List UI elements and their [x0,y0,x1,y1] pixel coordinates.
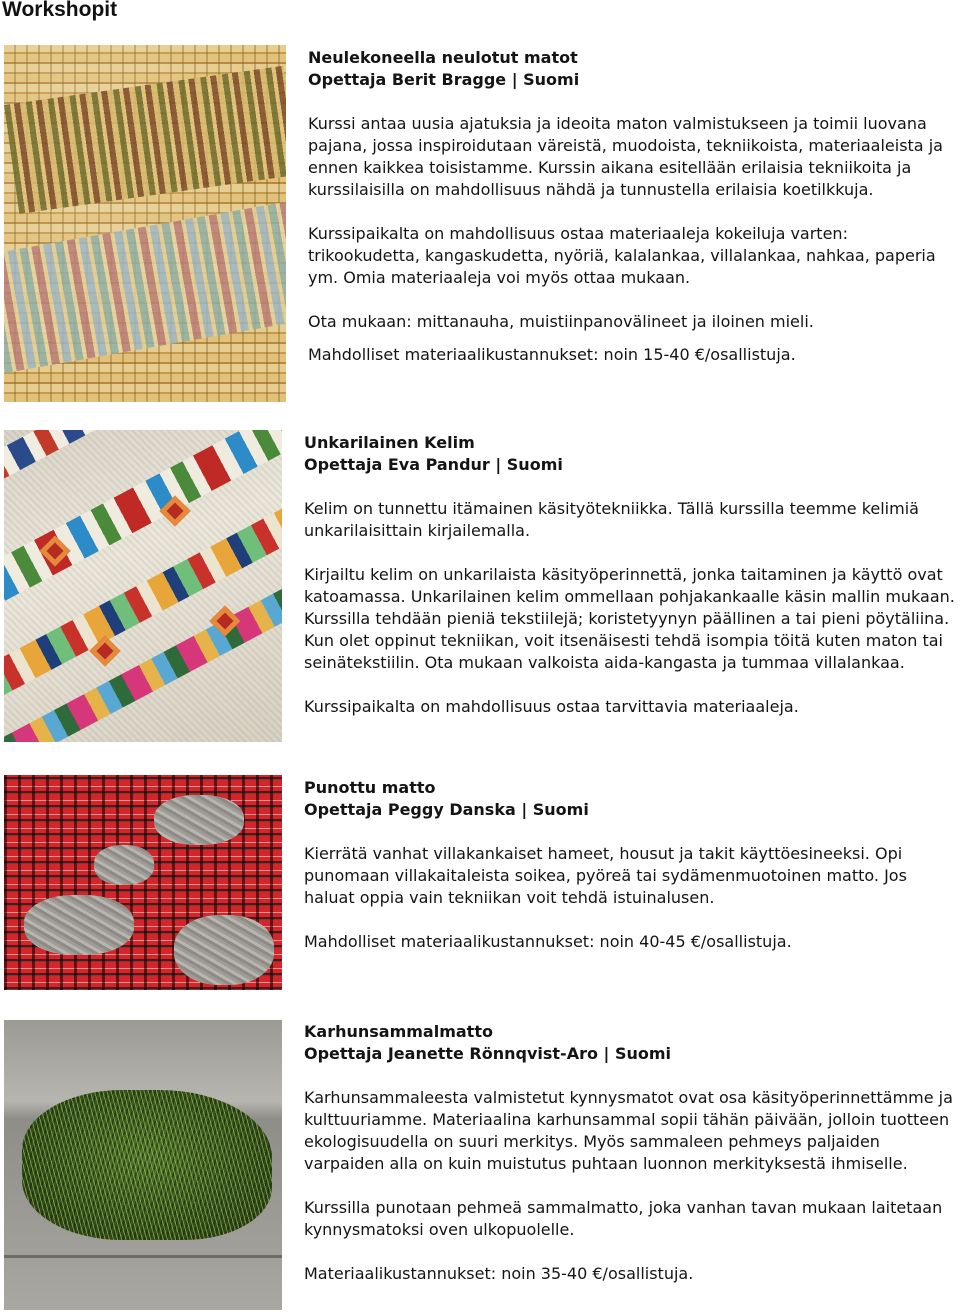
workshop-paragraph: Mahdolliset materiaalikustannukset: noin 15-40 €/osallistuja. [308,345,796,364]
workshop-paragraph: Kurssipaikalta on mahdollisuus ostaa materiaaleja kokeiluja varten: trikookudetta, kangaskudetta, nyöriä, kalalankaa, villalankaa, nahkaa, paperia ym. Omia materiaaleja voi myös ottaa mukaan. [308,224,936,287]
workshop-paragraph: Kirjailtu kelim on unkarilaista käsityöperinnettä, jonka taitaminen ja käyttö ovat katoamassa. Unkarilainen kelim ommellaan pohjakankaalle käsin mallin mukaan. Kurssilla tehdään pieniä tekstiilejä; koristetyynyn päällinen a tai pieni pöytäliina. Kun olet oppinut tekniikan, voit itsenäisesti tehdä isompia töitä kuten maton tai seinätekstiilin. Ota mukaan valkoista aida-kangasta ja tummaa villalankaa. [304,565,955,672]
workshop-paragraph: Kurssi antaa uusia ajatuksia ja ideoita maton valmistukseen ja toimii luovana pajana, jossa inspiroidutaan väreistä, muodoista, tekniikoista, materiaaleista ja ennen kaikkea toisistamme. Kurssin aikana esitellään erilaisia tekniikoita ja kurssilaisilla on mahdollisuus nähdä ja tunnustella erilaisia koetilkkuja. [308,114,943,199]
workshop-title: Punottu matto [304,778,436,797]
workshop-paragraph: Kurssipaikalta on mahdollisuus ostaa tarvittavia materiaaleja. [304,697,799,716]
workshop-teacher: Opettaja Eva Pandur | Suomi [304,455,563,474]
braided-plaid-rug-photo-icon [4,775,282,990]
kelim-embroidery-photo-icon [4,430,282,742]
workshop-3 [304,777,958,975]
workshop-paragraph: Mahdolliset materiaalikustannukset: noin 40-45 €/osallistuja. [304,932,792,951]
workshop-title: Neulekoneella neulotut matot [308,48,578,67]
workshop-2 [304,432,958,740]
workshop-title: Karhunsammalmatto [304,1022,493,1041]
workshop-paragraph: Kurssilla punotaan pehmeä sammalmatto, joka vanhan tavan mukaan laitetaan kynnysmatoksi oven ulkopuolelle. [304,1198,943,1239]
workshop-4 [304,1021,958,1307]
workshop-teacher: Opettaja Jeanette Rönnqvist-Aro | Suomi [304,1044,671,1063]
page-title: Workshopit [2,0,118,21]
workshop-teacher: Opettaja Berit Bragge | Suomi [308,70,580,89]
workshop-paragraph: Kelim on tunnettu itämainen käsityötekniikka. Tällä kurssilla teemme kelimiä unkarilaisittain kirjailemalla. [304,499,919,540]
workshop-paragraph: Karhunsammaleesta valmistetut kynnysmatot ovat osa käsityöperinnettämme ja kulttuuriamme. Materiaalina karhunsammal sopii tähän päivään, jolloin tuotteen ekologisuudella on suuri merkitys. Myös sammaleen pehmeys paljaiden varpaiden alla on kuin muistutus puhtaan luonnon merkityksestä ihmiselle. [304,1088,953,1173]
workshop-title: Unkarilainen Kelim [304,433,475,452]
workshop-paragraph: Kierrätä vanhat villakankaiset hameet, housut ja takit käyttöesineeksi. Opi punomaan villakaitaleista soikea, pyöreä tai sydämenmuotoinen matto. Jos haluat oppia vain tekniikan voit tehdä istuinalusen. [304,844,907,907]
workshop-1 [308,47,958,388]
workshop-teacher: Opettaja Peggy Danska | Suomi [304,800,589,819]
knitted-rug-photo-icon [4,45,286,402]
workshop-paragraph: Ota mukaan: mittanauha, muistiinpanovälineet ja iloinen mieli. [308,312,814,331]
workshop-paragraph: Materiaalikustannukset: noin 35-40 €/osallistuja. [304,1264,694,1283]
moss-mat-photo-icon [4,1020,282,1310]
